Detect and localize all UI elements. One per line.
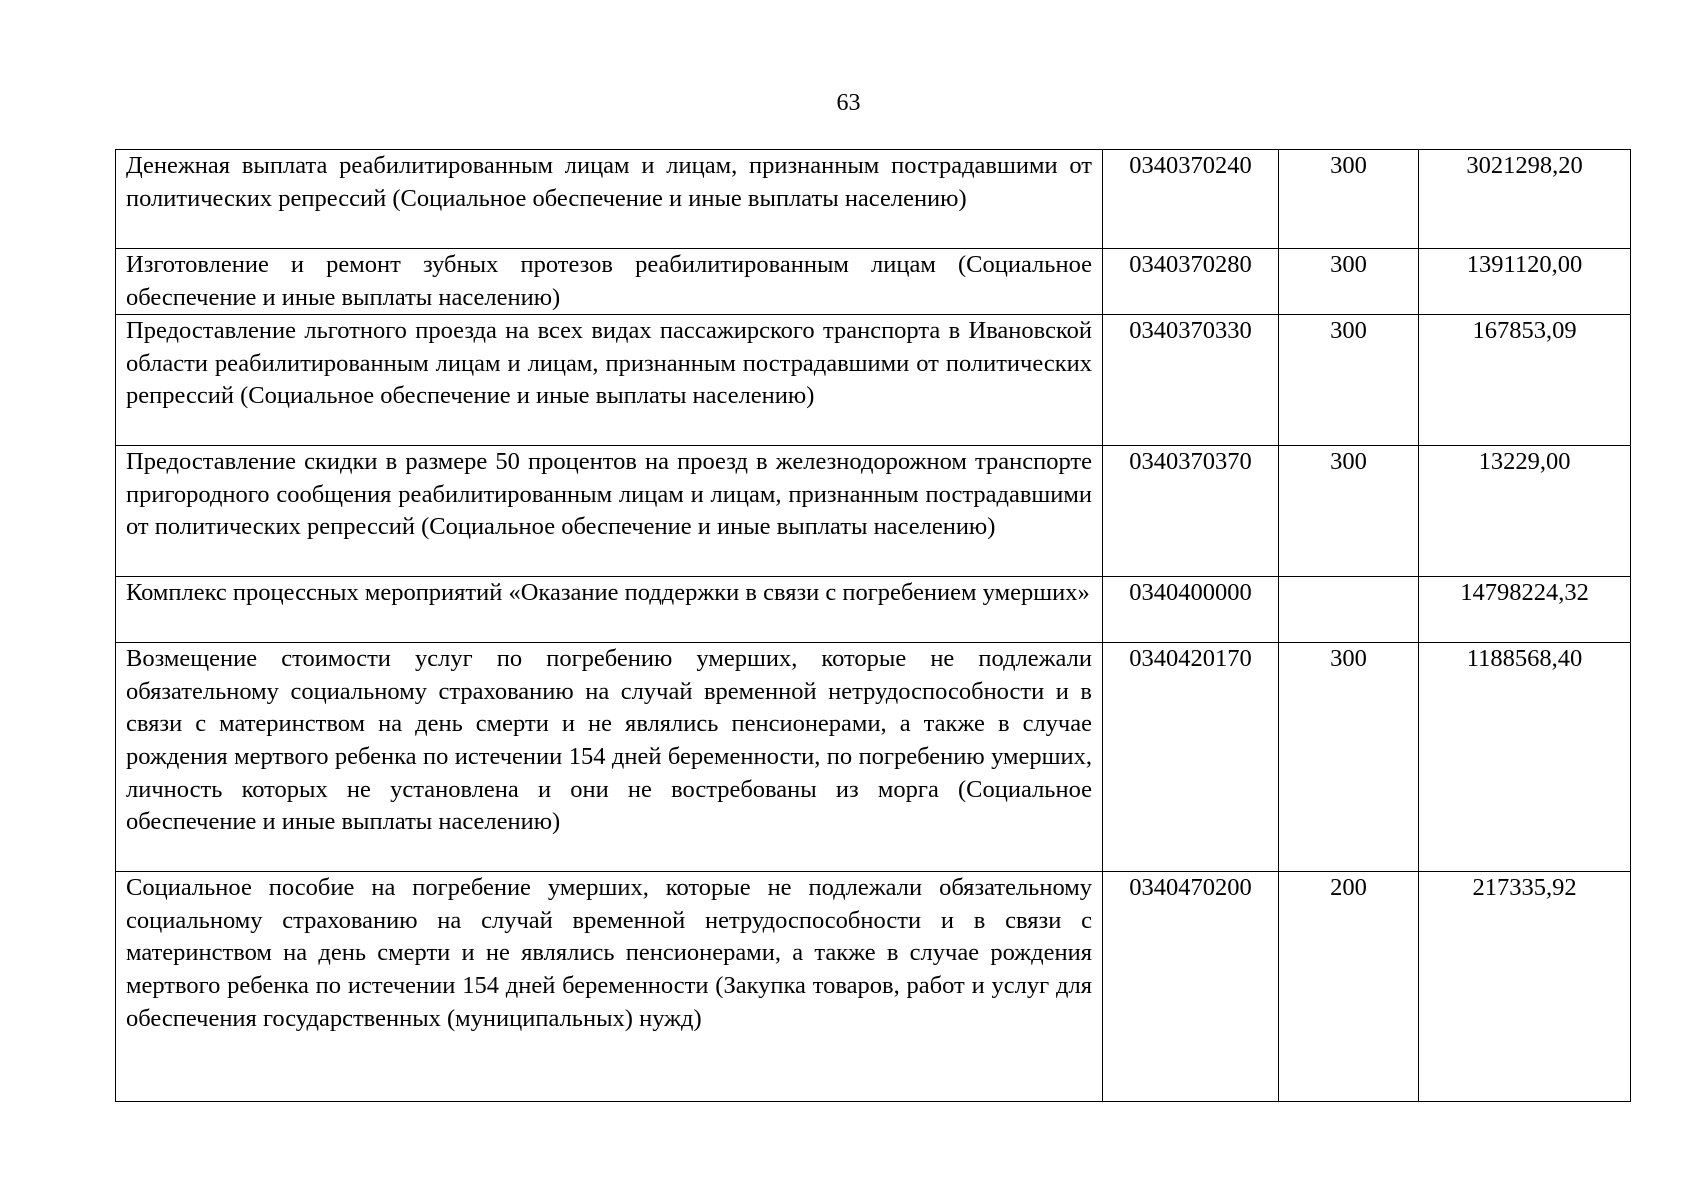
row-expense-type: 300 bbox=[1279, 643, 1419, 872]
table-row bbox=[116, 315, 1631, 446]
row-description: Денежная выплата реабилитированным лицам и лицам, признанным пострадавшими от политических репрессий (Социальное обеспечение и иные выплаты населению) bbox=[116, 150, 1103, 249]
table-row bbox=[116, 446, 1631, 577]
row-code: 0340420170 bbox=[1103, 643, 1279, 872]
row-description: Комплекс процессных мероприятий «Оказание поддержки в связи с погребением умерших» bbox=[116, 577, 1103, 643]
row-expense-type: 300 bbox=[1279, 315, 1419, 446]
table-row bbox=[116, 249, 1631, 315]
table-row bbox=[116, 643, 1631, 872]
budget-table-body bbox=[116, 150, 1631, 1102]
row-amount: 217335,92 bbox=[1419, 872, 1631, 1102]
table-row bbox=[116, 872, 1631, 1102]
row-code: 0340470200 bbox=[1103, 872, 1279, 1102]
row-expense-type: 300 bbox=[1279, 249, 1419, 315]
row-expense-type: 300 bbox=[1279, 150, 1419, 249]
table-row bbox=[116, 150, 1631, 249]
table-row bbox=[116, 577, 1631, 643]
row-code: 0340400000 bbox=[1103, 577, 1279, 643]
row-code: 0340370280 bbox=[1103, 249, 1279, 315]
row-expense-type: 200 bbox=[1279, 872, 1419, 1102]
row-amount: 14798224,32 bbox=[1419, 577, 1631, 643]
budget-table bbox=[115, 149, 1631, 1102]
row-amount: 3021298,20 bbox=[1419, 150, 1631, 249]
row-amount: 1188568,40 bbox=[1419, 643, 1631, 872]
row-expense-type: 300 bbox=[1279, 446, 1419, 577]
page-number: 63 bbox=[836, 90, 861, 116]
row-description: Изготовление и ремонт зубных протезов реабилитированным лицам (Социальное обеспечение и иные выплаты населению) bbox=[116, 249, 1103, 315]
row-amount: 1391120,00 bbox=[1419, 249, 1631, 315]
row-amount: 13229,00 bbox=[1419, 446, 1631, 577]
row-description: Предоставление скидки в размере 50 процентов на проезд в железнодорожном транспорте пригородного сообщения реабилитированным лицам и лицам, признанным пострадавшими от политических репрессий (Социальное обеспечение и иные выплаты населению) bbox=[116, 446, 1103, 577]
row-code: 0340370240 bbox=[1103, 150, 1279, 249]
row-code: 0340370330 bbox=[1103, 315, 1279, 446]
row-expense-type bbox=[1279, 577, 1419, 643]
row-amount: 167853,09 bbox=[1419, 315, 1631, 446]
row-description: Предоставление льготного проезда на всех видах пассажирского транспорта в Ивановской области реабилитированным лицам и лицам, признанным пострадавшими от политических репрессий (Социальное обеспечение и иные выплаты населению) bbox=[116, 315, 1103, 446]
row-description: Возмещение стоимости услуг по погребению умерших, которые не подлежали обязательному социальному страхованию на случай временной нетрудоспособности и в связи с материнством на день смерти и не являлись пенсионерами, а также в случае рождения мертвого ребенка по истечении 154 дней беременности, по погребению умерших, личность которых не установлена и они не востребованы из морга (Социальное обеспечение и иные выплаты населению) bbox=[116, 643, 1103, 872]
row-code: 0340370370 bbox=[1103, 446, 1279, 577]
row-description: Социальное пособие на погребение умерших, которые не подлежали обязательному социальному страхованию на случай временной нетрудоспособности и в связи с материнством на день смерти и не являлись пенсионерами, а также в случае рождения мертвого ребенка по истечении 154 дней беременности (Закупка товаров, работ и услуг для обеспечения государственных (муниципальных) нужд) bbox=[116, 872, 1103, 1102]
